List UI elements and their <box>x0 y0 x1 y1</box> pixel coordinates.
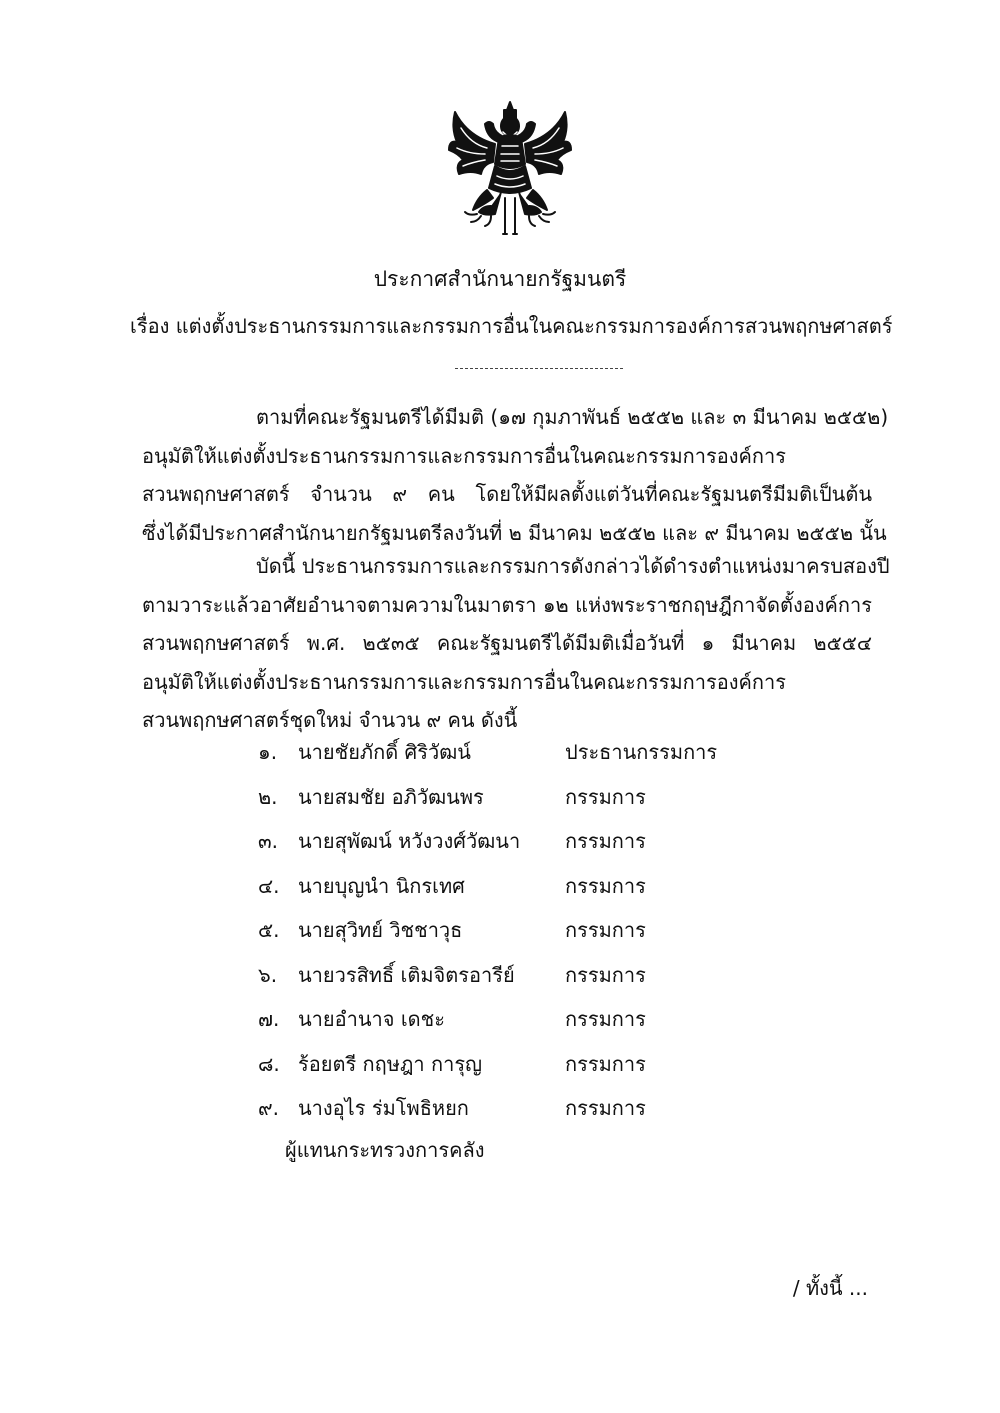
paragraph <box>142 398 889 552</box>
member-role: กรรมการ <box>565 829 646 853</box>
paragraph-line: ซึ่งได้มีประกาศสำนักนายกรัฐมนตรีลงวันที่ ๒ มีนาคม ๒๕๕๒ และ ๙ มีนาคม ๒๕๕๒ นั้น <box>142 520 887 545</box>
member-name: นายสมชัย อภิวัฒนพร <box>298 784 484 809</box>
member-number: ๒. <box>258 784 278 809</box>
member-name: นายบุญนำ นิกรเทศ <box>298 873 465 898</box>
garuda-emblem-icon <box>447 98 573 240</box>
member-name: นางอุไร ร่มโพธิหยก <box>298 1096 469 1120</box>
page-title: ประกาศสำนักนายกรัฐมนตรี <box>373 267 627 291</box>
member-role: กรรมการ <box>565 1096 646 1120</box>
member-role: กรรมการ <box>565 1051 646 1076</box>
member-list <box>258 732 818 1133</box>
member-role: กรรมการ <box>565 1007 646 1031</box>
member-role: กรรมการ <box>565 873 646 898</box>
member-number: ๕. <box>258 918 280 942</box>
member-name: นายอำนาจ เดชะ <box>298 1007 445 1031</box>
member-note: ผู้แทนกระทรวงการคลัง <box>285 1138 485 1162</box>
document-subject: เรื่อง แต่งตั้งประธานกรรมการและกรรมการอื่นในคณะกรรมการองค์การสวนพฤกษศาสตร์ <box>130 314 893 338</box>
paragraph-line: สวนพฤกษศาสตร์ พ.ศ. ๒๕๓๕ คณะรัฐมนตรีได้มีมติเมื่อวันที่ ๑ มีนาคม ๒๕๕๔ <box>142 631 872 655</box>
member-number: ๓. <box>258 829 279 853</box>
list-item <box>258 821 818 866</box>
list-item <box>258 777 818 822</box>
member-role: กรรมการ <box>565 784 646 809</box>
list-item <box>258 910 818 955</box>
member-number: ๙. <box>258 1096 280 1120</box>
member-name: ร้อยตรี กฤษฎา การุญ <box>298 1051 483 1076</box>
paragraph-line: สวนพฤกษศาสตร์ชุดใหม่ จำนวน ๙ คน ดังนี้ <box>142 708 518 732</box>
list-item <box>258 866 818 911</box>
member-number: ๘. <box>258 1051 280 1076</box>
member-name: นายวรสิทธิ์ เติมจิตรอารีย์ <box>298 962 515 987</box>
continuation-marker: / ทั้งนี้ ... <box>792 1276 868 1300</box>
paragraph-line: อนุมัติให้แต่งตั้งประธานกรรมการและกรรมการอื่นในคณะกรรมการองค์การ <box>142 669 786 694</box>
paragraph-line: ตามที่คณะรัฐมนตรีได้มีมติ (๑๗ กุมภาพันธ์ ๒๕๕๒ และ ๓ มีนาคม ๒๕๕๒) <box>256 405 889 429</box>
list-item <box>258 1044 818 1089</box>
member-role: กรรมการ <box>565 962 646 987</box>
list-item <box>258 1088 818 1133</box>
list-item <box>258 955 818 1000</box>
member-name: นายสุวิทย์ วิชชาวุธ <box>298 918 463 942</box>
paragraph <box>142 547 890 740</box>
member-number: ๗. <box>258 1007 280 1031</box>
member-role: กรรมการ <box>565 918 646 942</box>
paragraph-line: สวนพฤกษศาสตร์ จำนวน ๙ คน โดยให้มีผลตั้งแต่วันที่คณะรัฐมนตรีมีมติเป็นต้น <box>142 482 872 506</box>
list-item <box>258 999 818 1044</box>
divider <box>455 368 623 369</box>
member-number: ๖. <box>258 962 278 987</box>
member-name: นายสุพัฒน์ หวังวงศ์วัฒนา <box>298 829 521 853</box>
paragraph-line: ตามวาระแล้วอาศัยอำนาจตามความในมาตรา ๑๒ แห่งพระราชกฤษฎีกาจัดตั้งองค์การ <box>142 592 872 617</box>
member-number: ๔. <box>258 873 280 898</box>
member-name: นายชัยภักดิ์ ศิริวัฒน์ <box>298 740 471 764</box>
member-number: ๑. <box>258 740 278 764</box>
list-item <box>258 732 818 777</box>
paragraph-line: อนุมัติให้แต่งตั้งประธานกรรมการและกรรมการอื่นในคณะกรรมการองค์การ <box>142 443 786 468</box>
paragraph-line: บัดนี้ ประธานกรรมการและกรรมการดังกล่าวได้ดำรงตำแหน่งมาครบสองปี <box>256 554 890 578</box>
member-role: ประธานกรรมการ <box>565 740 718 764</box>
